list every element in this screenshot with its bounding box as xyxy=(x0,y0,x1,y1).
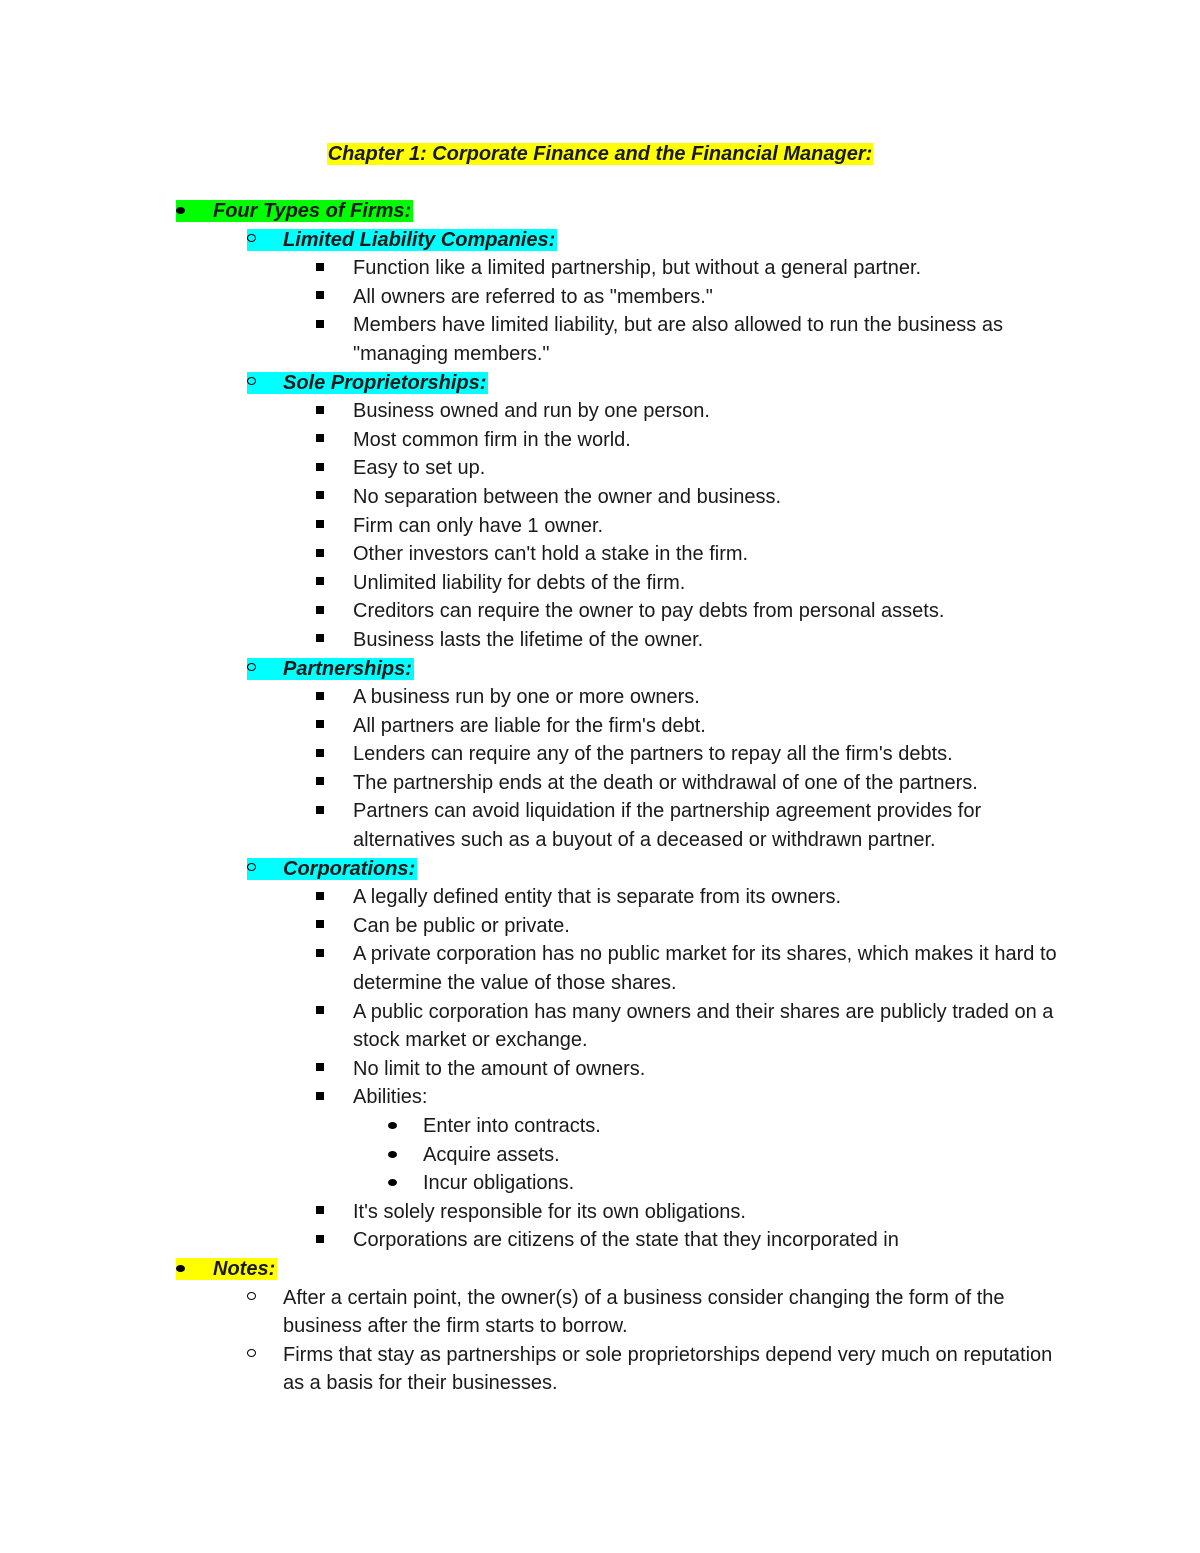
subsection-sole-proprietorships xyxy=(0,369,1063,398)
square-bullet-icon xyxy=(316,1226,324,1255)
list-item xyxy=(0,483,1063,512)
square-bullet-icon xyxy=(316,998,324,1027)
section-notes xyxy=(0,1255,1200,1284)
list-item xyxy=(0,454,1063,483)
list-item xyxy=(0,1226,1063,1255)
list-item-text: Can be public or private. xyxy=(353,914,570,937)
list-item xyxy=(0,311,1063,368)
square-bullet-icon xyxy=(316,426,324,455)
square-bullet-icon xyxy=(316,626,324,655)
subsection-corporations xyxy=(0,855,1063,884)
list-item-text: Creditors can require the owner to pay debts from personal assets. xyxy=(353,600,945,623)
list-item-text: All owners are referred to as "members." xyxy=(353,285,713,308)
square-bullet-icon xyxy=(316,597,324,626)
list-item xyxy=(0,683,1063,712)
list-item xyxy=(0,397,1063,426)
list-item xyxy=(0,512,1063,541)
subsection-partnerships xyxy=(0,655,1063,684)
section-heading: Notes: xyxy=(176,1258,277,1280)
square-bullet-icon xyxy=(316,483,324,512)
subsection-heading: Sole Proprietorships: xyxy=(247,372,488,394)
square-bullet-icon xyxy=(316,683,324,712)
list-item-text: All partners are liable for the firm's debt. xyxy=(353,714,706,737)
list-item-text: Other investors can't hold a stake in the firm. xyxy=(353,543,749,566)
list-item xyxy=(0,426,1063,455)
list-item-text: Firm can only have 1 owner. xyxy=(353,514,604,537)
list-item xyxy=(0,1284,1063,1341)
list-item-text: The partnership ends at the death or withdrawal of one of the partners. xyxy=(353,771,978,794)
list-item xyxy=(0,626,1063,655)
list-item xyxy=(0,569,1063,598)
list-item-text: Business owned and run by one person. xyxy=(353,400,710,423)
subsection-llc xyxy=(0,226,1063,255)
hollow-bullet-icon xyxy=(247,1284,256,1313)
subsection-heading: Limited Liability Companies: xyxy=(247,229,557,251)
list-item-text: Unlimited liability for debts of the firm. xyxy=(353,571,686,594)
filled-bullet-icon xyxy=(176,197,185,226)
list-item-text: Easy to set up. xyxy=(353,457,486,480)
list-item-text: A public corporation has many owners and their shares are publicly traded on a stock market or exchange. xyxy=(353,1000,1054,1052)
page-title xyxy=(0,140,1200,168)
square-bullet-icon xyxy=(316,940,324,969)
list-item xyxy=(0,912,1063,941)
filled-bullet-icon xyxy=(388,1112,397,1141)
square-bullet-icon xyxy=(316,397,324,426)
list-item xyxy=(0,1112,1200,1141)
list-item-text: Business lasts the lifetime of the owner. xyxy=(353,628,704,651)
square-bullet-icon xyxy=(316,769,324,798)
square-bullet-icon xyxy=(316,797,324,826)
list-item-text: Partners can avoid liquidation if the partnership agreement provides for alternatives such as a buyout of a deceased or withdrawn partner. xyxy=(353,800,982,852)
list-item xyxy=(0,1341,1063,1398)
square-bullet-icon xyxy=(316,712,324,741)
square-bullet-icon xyxy=(316,254,324,283)
list-item xyxy=(0,712,1063,741)
list-item-text: A private corporation has no public market for its shares, which makes it hard to determine the value of those shares. xyxy=(353,943,1057,995)
list-item xyxy=(0,540,1063,569)
page-title-text: Chapter 1: Corporate Finance and the Financial Manager: xyxy=(327,143,873,165)
list-item xyxy=(0,797,1063,854)
list-item xyxy=(0,1198,1063,1227)
list-item-text: Abilities: xyxy=(353,1086,428,1109)
section-four-types xyxy=(0,197,1200,226)
list-item-text: It's solely responsible for its own obligations. xyxy=(353,1200,746,1223)
filled-bullet-icon xyxy=(176,1255,185,1284)
square-bullet-icon xyxy=(316,311,324,340)
list-item-text: After a certain point, the owner(s) of a business consider changing the form of the business after the firm starts to borrow. xyxy=(283,1286,1005,1338)
list-item-text: A business run by one or more owners. xyxy=(353,686,700,709)
list-item xyxy=(0,283,1063,312)
list-item-text: Function like a limited partnership, but without a general partner. xyxy=(353,257,922,280)
list-item-text: Incur obligations. xyxy=(423,1172,575,1195)
square-bullet-icon xyxy=(316,512,324,541)
list-item xyxy=(0,254,1063,283)
hollow-bullet-icon xyxy=(247,1341,256,1370)
list-item-text: Lenders can require any of the partners to repay all the firm's debts. xyxy=(353,743,953,766)
square-bullet-icon xyxy=(316,283,324,312)
list-item-text: Enter into contracts. xyxy=(423,1115,601,1137)
list-item-text: Corporations are citizens of the state that they incorporated in xyxy=(353,1229,899,1252)
list-item xyxy=(0,998,1063,1055)
list-item xyxy=(0,1169,1200,1198)
list-item xyxy=(0,940,1063,997)
list-item-text: No separation between the owner and business. xyxy=(353,485,782,508)
section-heading: Four Types of Firms: xyxy=(176,200,413,222)
subsection-heading: Corporations: xyxy=(247,858,417,880)
square-bullet-icon xyxy=(316,883,324,912)
hollow-bullet-icon xyxy=(247,226,256,255)
square-bullet-icon xyxy=(316,1198,324,1227)
outline xyxy=(0,197,1200,1398)
list-item-text: Firms that stay as partnerships or sole proprietorships depend very much on reputation as a basis for their businesses. xyxy=(283,1343,1053,1395)
list-item xyxy=(0,883,1063,912)
list-item xyxy=(0,597,1063,626)
list-item-text: Members have limited liability, but are also allowed to run the business as "managing members." xyxy=(353,314,1003,365)
filled-bullet-icon xyxy=(388,1169,397,1198)
list-item xyxy=(0,1055,1063,1084)
list-item xyxy=(0,740,1063,769)
hollow-bullet-icon xyxy=(247,855,256,884)
list-item-text: A legally defined entity that is separate from its owners. xyxy=(353,886,842,909)
list-item-text: No limit to the amount of owners. xyxy=(353,1057,646,1080)
square-bullet-icon xyxy=(316,912,324,941)
list-item xyxy=(0,1141,1200,1170)
subsection-heading: Partnerships: xyxy=(247,658,414,680)
square-bullet-icon xyxy=(316,454,324,483)
square-bullet-icon xyxy=(316,1083,324,1112)
square-bullet-icon xyxy=(316,740,324,769)
square-bullet-icon xyxy=(316,569,324,598)
list-item-text: Acquire assets. xyxy=(423,1143,560,1166)
square-bullet-icon xyxy=(316,540,324,569)
list-item xyxy=(0,769,1063,798)
square-bullet-icon xyxy=(316,1055,324,1084)
list-item xyxy=(0,1083,1063,1112)
hollow-bullet-icon xyxy=(247,655,256,684)
filled-bullet-icon xyxy=(388,1141,397,1170)
hollow-bullet-icon xyxy=(247,369,256,398)
list-item-text: Most common firm in the world. xyxy=(353,428,631,451)
